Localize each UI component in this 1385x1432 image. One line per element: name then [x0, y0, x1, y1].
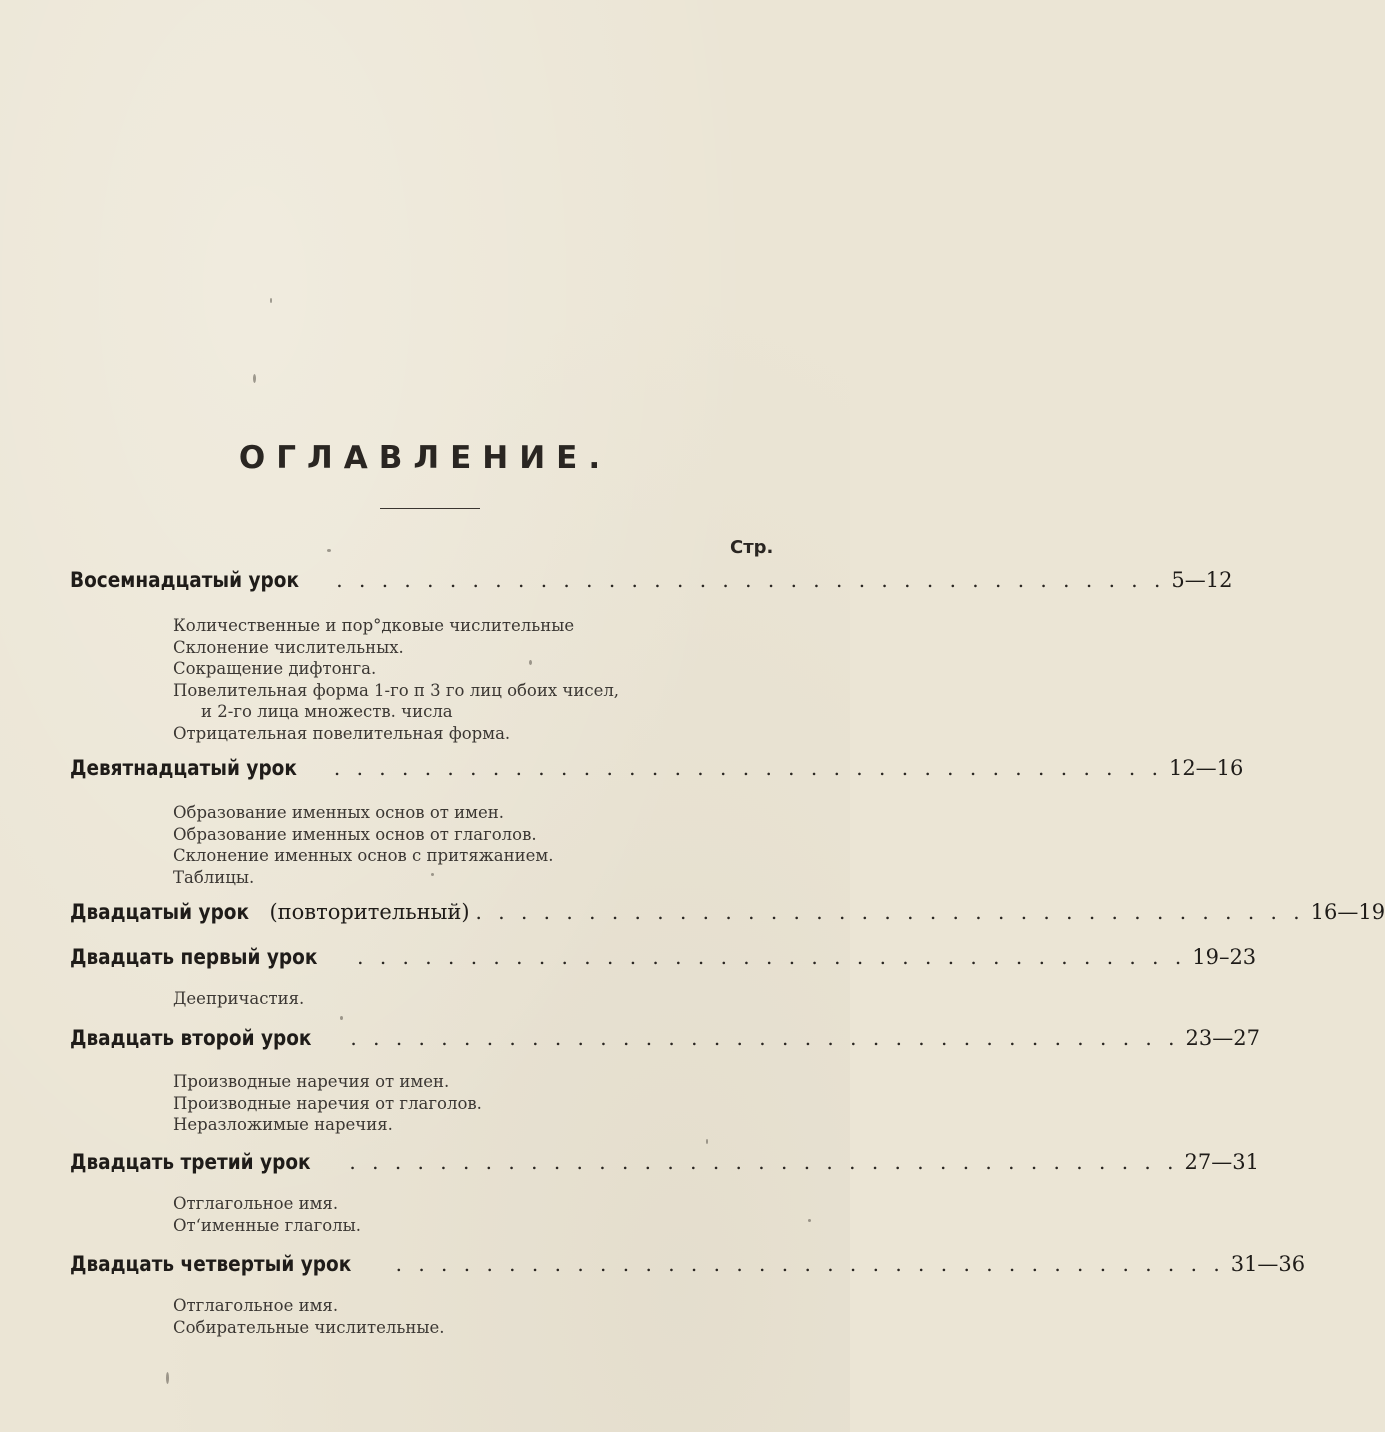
topic-line: Неразложимые наречия. [173, 1115, 393, 1134]
topic-line: Деепричастия. [173, 989, 305, 1008]
entry-title: Восемнадцатый урок [70, 568, 300, 592]
entry-title: Девятнадцатый урок [70, 756, 297, 780]
entry-title: Двадцать второй урок [70, 1026, 312, 1050]
paper-speck [529, 660, 532, 665]
dot-leader: . . . . . . . . . . . . . . . . . . . . . . . . . . . . . . . . . . . . . [350, 1026, 1180, 1050]
paper-speck [166, 1372, 169, 1384]
entry-pages: 5—12 [1171, 568, 1233, 592]
entry-title: Двадцать четвертый урок [70, 1252, 352, 1276]
paper-speck [808, 1219, 811, 1222]
paper-speck [431, 873, 434, 876]
toc-entry[interactable] [70, 900, 1385, 930]
entry-title: Двадцать первый урок [70, 945, 318, 969]
page-column-label: Стр. [730, 537, 774, 558]
entry-topics [173, 1193, 361, 1236]
dot-leader: . . . . . . . . . . . . . . . . . . . . . . . . . . . . . . . . . . . . . [336, 568, 1166, 592]
topic-line: Повелительная форма 1-го п 3 го лиц обоих чисел, [173, 680, 620, 700]
entry-topics [173, 802, 553, 888]
page-title: ОГЛАВЛЕНИЕ. [238, 440, 612, 476]
topic-line: Отглагольное имя. [173, 1296, 339, 1315]
topic-line: Таблицы. [173, 867, 255, 887]
toc-entry[interactable] [70, 1252, 1306, 1282]
entry-topics [173, 1295, 445, 1338]
title-rule [380, 508, 480, 509]
paper-speck [340, 1016, 343, 1020]
topic-line: Образование именных основ от глаголов. [173, 824, 537, 844]
topic-line: Собирательные числительные. [173, 1317, 445, 1337]
topic-line: Производные наречия от глаголов. [173, 1093, 482, 1113]
dot-leader: . . . . . . . . . . . . . . . . . . . . . . . . . . . . . . . . . . . . . [395, 1252, 1225, 1276]
topic-line: Склонение именных основ с притяжанием. [173, 846, 554, 865]
entry-title: Двадцать третий урок [70, 1150, 311, 1174]
topic-line: Сокращение дифтонга. [173, 659, 377, 678]
dot-leader: . . . . . . . . . . . . . . . . . . . . . . . . . . . . . . . . . . . . . [333, 756, 1163, 780]
entry-pages: 16—19 [1310, 900, 1385, 924]
dot-leader: . . . . . . . . . . . . . . . . . . . . . . . . . . . . . . . . . . . . . [357, 945, 1187, 969]
topic-line: Образование именных основ от имен. [173, 803, 504, 822]
topic-line: Склонение числительных. [173, 637, 404, 657]
topic-line: Отглагольное имя. [173, 1194, 339, 1213]
toc-entry[interactable] [70, 1150, 1259, 1180]
dot-leader: . . . . . . . . . . . . . . . . . . . . . . . . . . . . . . . . . . . . . [349, 1150, 1179, 1174]
entry-title: Двадцатый урок [70, 900, 250, 924]
topic-line: От‘именные глаголы. [173, 1215, 362, 1235]
entry-pages: 23—27 [1185, 1026, 1260, 1050]
toc-entry[interactable] [70, 756, 1244, 786]
toc-entry[interactable] [70, 568, 1233, 598]
dot-leader: . . . . . . . . . . . . . . . . . . . . . . . . . . . . . . . . . . . . . [475, 900, 1305, 924]
entry-topics [173, 1071, 482, 1136]
entry-pages: 27—31 [1184, 1150, 1259, 1174]
entry-pages: 19–23 [1192, 945, 1257, 969]
paper-speck [253, 374, 256, 383]
entry-pages: 31—36 [1230, 1252, 1306, 1276]
entry-topics [173, 615, 619, 744]
topic-line: Производные наречия от имен. [173, 1072, 450, 1091]
entry-subtitle: (повторительный) [269, 900, 470, 924]
paper-speck [706, 1139, 708, 1144]
topic-line: и 2-го лица множеств. числа [201, 702, 453, 721]
topic-line: Отрицательная повелительная форма. [173, 723, 511, 743]
entry-pages: 12—16 [1168, 756, 1244, 780]
toc-entry[interactable] [70, 1026, 1260, 1056]
entry-topics [173, 988, 304, 1010]
paper-speck [270, 298, 272, 303]
toc-entry[interactable] [70, 945, 1257, 975]
paper-speck [327, 549, 331, 552]
topic-line: Количественные и пор°дковые числительные [173, 616, 575, 635]
